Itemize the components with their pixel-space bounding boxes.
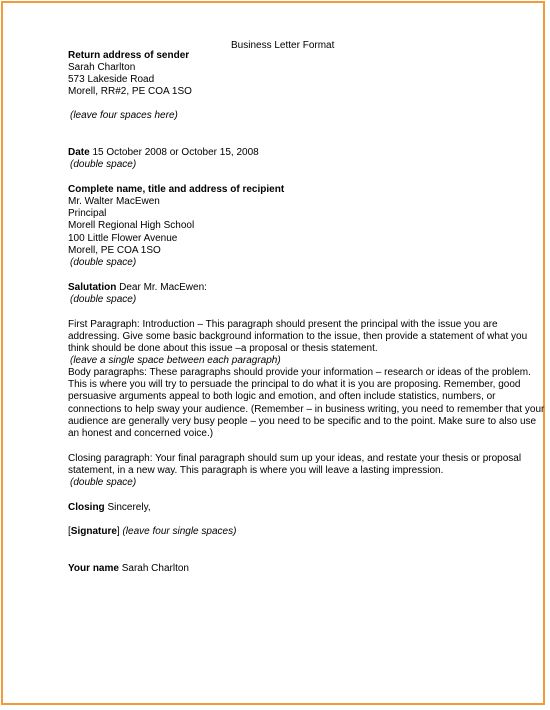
signature-line: [68, 526, 236, 538]
closing-line: [68, 502, 151, 514]
body-paragraph-line: audience are generally very busy people – you need to be specific and to the point. Make sure to also use: [68, 416, 537, 427]
date-label: Date: [68, 147, 90, 158]
closing-label: Closing: [68, 502, 105, 513]
paragraph-spacing-note: (leave a single space between each paragraph): [70, 355, 281, 366]
signature-close: ]: [116, 526, 120, 537]
signature-label: Signature: [70, 526, 117, 537]
recipient-line: Mr. Walter MacEwen: [68, 196, 160, 207]
closing-paragraph-note: (double space): [70, 477, 137, 488]
body-paragraph-line: an honest and concerned voice.): [68, 428, 214, 439]
recipient-note: (double space): [70, 257, 137, 268]
return-address-line: Sarah Charlton: [68, 62, 136, 73]
first-paragraph-line: think should be done about this issue –a proposal or thesis statement.: [68, 343, 378, 354]
date-value: 15 October 2008 or October 15, 2008: [89, 147, 259, 158]
return-address-line: Morell, RR#2, PE COA 1SO: [68, 86, 192, 97]
closing-paragraph-line: statement, in a new way. This paragraph is where you will leave a lasting impression.: [68, 465, 444, 476]
document-title: Business Letter Format: [231, 40, 335, 51]
body-paragraph-line: persuasive arguments appeal to both logic and emotion, and often include statistics, numbers, or: [68, 391, 496, 402]
salutation-value: Dear Mr. MacEwen:: [116, 282, 207, 293]
recipient-line: Morell, PE COA 1SO: [68, 245, 161, 256]
your-name-label: Your name: [68, 563, 119, 574]
closing-paragraph-line: Closing paragraph: Your final paragraph should sum up your ideas, and restate your thesis or proposal: [68, 453, 522, 464]
return-address-heading: Return address of sender: [68, 50, 190, 61]
recipient-line: 100 Little Flower Avenue: [68, 233, 178, 244]
return-address-note: (leave four spaces here): [70, 110, 178, 121]
body-paragraph-line: connections to help sway your audience. (Remember – in business writing, you need to remember that your: [68, 404, 545, 415]
recipient-line: Morell Regional High School: [68, 220, 195, 231]
salutation-line: [68, 282, 207, 294]
salutation-label: Salutation: [68, 282, 117, 293]
recipient-heading: Complete name, title and address of recipient: [68, 184, 285, 195]
first-paragraph-line: First Paragraph: Introduction – This paragraph should present the principal with the issue you are: [68, 319, 498, 330]
body-paragraph-line: Body paragraphs: These paragraphs should provide your information – research or ideas of the problem.: [68, 367, 531, 378]
signature-note: (leave four single spaces): [119, 526, 237, 537]
first-paragraph-line: addressing. Give some basic background information to the issue, then provide a statement of what you: [68, 331, 528, 342]
salutation-note: (double space): [70, 294, 137, 305]
recipient-line: Principal: [68, 208, 107, 219]
date-note: (double space): [70, 159, 137, 170]
body-paragraph-line: This is where you will try to persuade the principal to do what it is you are proposing. Remember, good: [68, 379, 521, 390]
return-address-line: 573 Lakeside Road: [68, 74, 155, 85]
closing-value: Sincerely,: [104, 502, 151, 513]
signature-open: [: [68, 526, 71, 537]
date-line: [68, 147, 259, 159]
your-name-value: Sarah Charlton: [118, 563, 189, 574]
your-name-line: [68, 563, 189, 575]
